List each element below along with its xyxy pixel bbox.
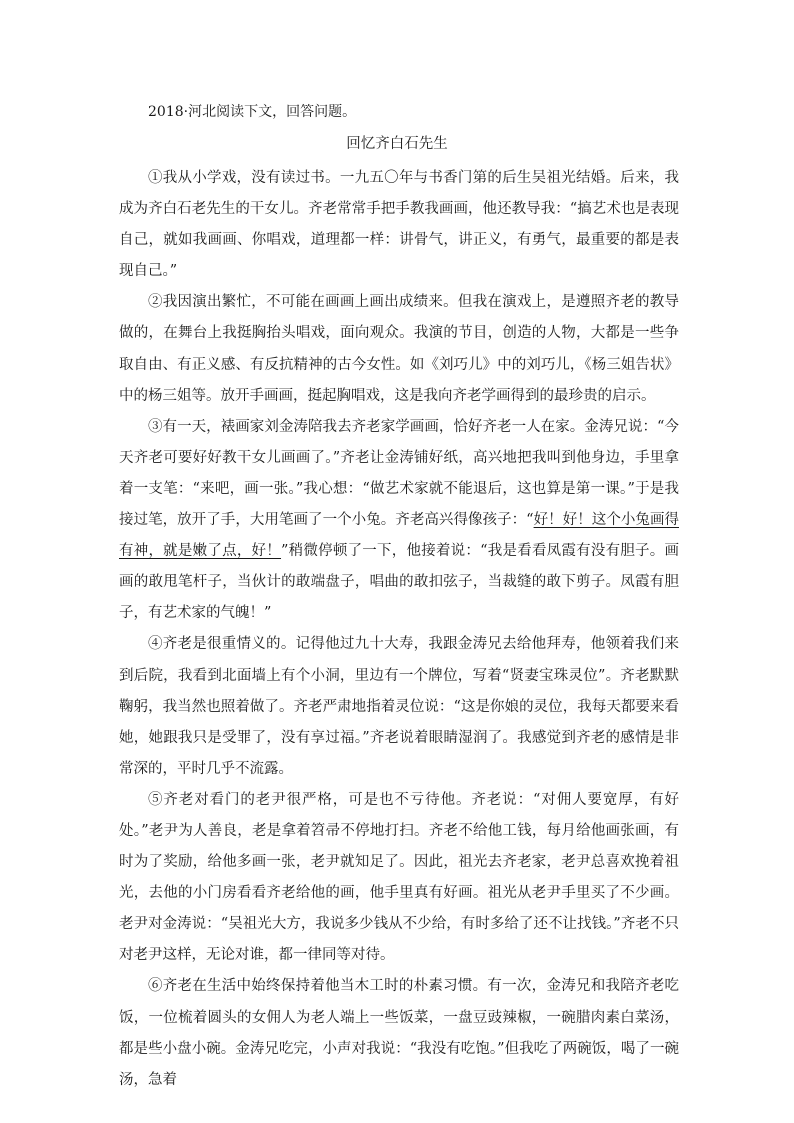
paragraph-6: ⑥齐老在生活中始终保持着他当木工时的朴素习惯。有一次，金涛兄和我陪齐老吃饭，一位梳着圆头的女佣人为老人端上一些饭菜，一盘豆豉辣椒，一碗腊肉素白菜汤，都是些小盘小碗。金涛兄吃完，小声对我说：“我没有吃饱。”但我吃了两碗饭，喝了一碗汤，急着 — [119, 978, 679, 1088]
paragraph-3 — [119, 412, 679, 630]
paragraph-3-before: ③有一天，裱画家刘金涛陪我去齐老家学画画，恰好齐老一人在家。金涛兄说：“今天齐老可要好好教干女儿画画了。”齐老让金涛铺好纸，高兴地把我叫到他身边，手里拿着一支笔：“来吧，画一张。”我心想：“做艺术家就不能退后，这也算是第一课。”于是我接过笔，放开了手，大用笔画了一个小兔。齐老高兴得像孩子：“ — [119, 418, 679, 529]
article-title: 回忆齐白石先生 — [346, 136, 448, 152]
paragraph-5: ⑤齐老对看门的老尹很严格，可是也不亏待他。齐老说：“对佣人要宽厚，有好处。”老尹为人善良，老是拿着笤帚不停地打扫。齐老不给他工钱，每月给他画张画，有时为了奖励，给他多画一张，老尹就知足了。因此，祖光去齐老家，老尹总喜欢挽着祖光，去他的小门房看看齐老给他的画，他手里真有好画。祖光从老尹手里买了不少画。老尹对金涛说：“吴祖光大方，我说多少钱从不少给，有时多给了还不让找钱。”齐老不只对老尹这样，无论对谁，都一律同等对待。 — [119, 791, 679, 964]
article-body — [119, 163, 679, 1096]
paragraph-3-after: ”稍微停顿了一下，他接着说：“我是看看凤霞有没有胆子。画画的敢甩笔杆子，当伙计的敢端盘子，唱曲的敢扣弦子，当裁缝的敢下剪子。凤霞有胆子，有艺术家的气魄！” — [119, 543, 680, 622]
paragraph-2: ②我因演出繁忙，不可能在画画上画出成绩来。但我在演戏上，是遵照齐老的教导做的，在舞台上我挺胸抬头唱戏，面向观众。我演的节目，创造的人物，大都是一些争取自由、有正义感、有反抗精神的古今女性。如《刘巧儿》中的刘巧儿，《杨三姐告状》中的杨三姐等。放开手画画，挺起胸唱戏，这是我向齐老学画得到的最珍贵的启示。 — [119, 294, 679, 404]
paragraph-1: ①我从小学戏，没有读过书。一九五〇年与书香门第的后生吴祖光结婚。后来，我成为齐白石老先生的干女儿。齐老常常手把手教我画画，他还教导我：“搞艺术也是表现自己，就如我画画、你唱戏，道理都一样：讲骨气，讲正义，有勇气，最重要的都是表现自己。” — [119, 170, 679, 280]
underlined-quote: 好！好！这个小兔画得有神，就是嫩了点，好！ — [119, 512, 679, 560]
exercise-header: 2018·河北阅读下文，回答问题。 — [148, 104, 357, 120]
paragraph-4: ④齐老是很重情义的。记得他过九十大寿，我跟金涛兄去给他拜寿，他领着我们来到后院，我看到北面墙上有个小洞，里边有一个牌位，写着“贤妻宝珠灵位”。齐老默默鞠躬，我当然也照着做了。齐老严肃地指着灵位说：“这是你娘的灵位，我每天都要来看她，她跟我只是受罪了，没有享过福。”齐老说着眼睛湿润了。我感觉到齐老的感情是非常深的，平时几乎不流露。 — [119, 636, 679, 777]
